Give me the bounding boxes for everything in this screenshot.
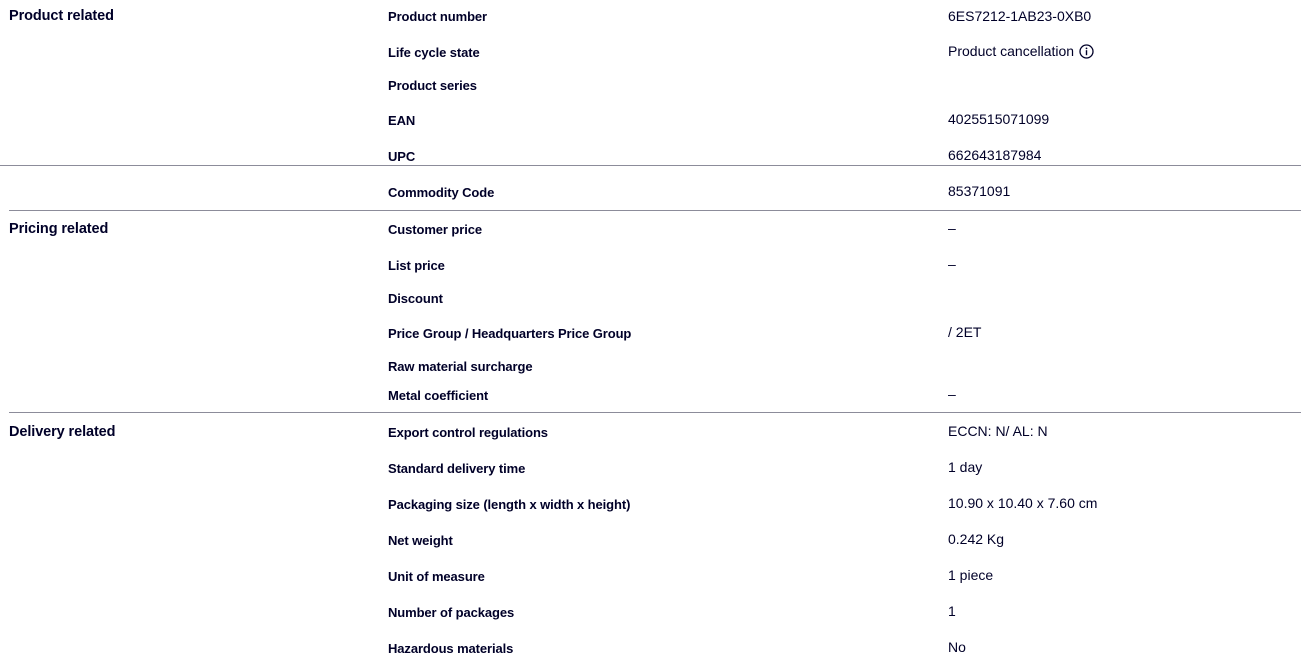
value-commodity-code: 85371091 [948, 183, 1011, 199]
life-cycle-state-text: Product cancellation [948, 43, 1075, 59]
label-upc: UPC [388, 149, 416, 164]
value-life-cycle-state [948, 43, 1094, 59]
value-list-price: – [948, 256, 956, 272]
section-title-delivery: Delivery related [9, 424, 116, 440]
value-metal-coefficient: – [948, 386, 956, 402]
label-list-price: List price [388, 258, 445, 273]
divider-product-section [9, 210, 1301, 211]
label-export-control: Export control regulations [388, 425, 548, 440]
label-hazardous-materials: Hazardous materials [388, 641, 514, 656]
value-upc: 662643187984 [948, 147, 1042, 163]
label-number-of-packages: Number of packages [388, 605, 515, 620]
value-price-group: / 2ET [948, 324, 982, 340]
section-title-product: Product related [9, 8, 114, 24]
label-customer-price: Customer price [388, 222, 482, 237]
divider-upc [0, 165, 1301, 166]
label-unit-of-measure: Unit of measure [388, 569, 485, 584]
value-product-number: 6ES7212-1AB23-0XB0 [948, 8, 1092, 24]
label-commodity-code: Commodity Code [388, 185, 495, 200]
divider-pricing-section [9, 412, 1301, 413]
label-standard-delivery-time: Standard delivery time [388, 461, 526, 476]
value-unit-of-measure: 1 piece [948, 567, 994, 583]
label-product-series: Product series [388, 78, 477, 93]
value-ean: 4025515071099 [948, 111, 1050, 127]
label-price-group: Price Group / Headquarters Price Group [388, 326, 632, 341]
value-hazardous-materials: No [948, 639, 966, 655]
label-life-cycle-state: Life cycle state [388, 45, 480, 60]
label-net-weight: Net weight [388, 533, 453, 548]
value-number-of-packages: 1 [948, 603, 956, 619]
value-standard-delivery-time: 1 day [948, 459, 983, 475]
info-icon[interactable] [1079, 44, 1094, 59]
label-product-number: Product number [388, 9, 487, 24]
label-raw-material-surcharge: Raw material surcharge [388, 359, 533, 374]
value-customer-price: – [948, 220, 956, 236]
label-ean: EAN [388, 113, 416, 128]
value-packaging-size: 10.90 x 10.40 x 7.60 cm [948, 495, 1098, 511]
label-packaging-size: Packaging size (length x width x height) [388, 497, 631, 512]
label-metal-coefficient: Metal coefficient [388, 388, 489, 403]
section-title-pricing: Pricing related [9, 221, 109, 237]
value-net-weight: 0.242 Kg [948, 531, 1005, 547]
value-export-control: ECCN: N/ AL: N [948, 423, 1048, 439]
label-discount: Discount [388, 291, 443, 306]
